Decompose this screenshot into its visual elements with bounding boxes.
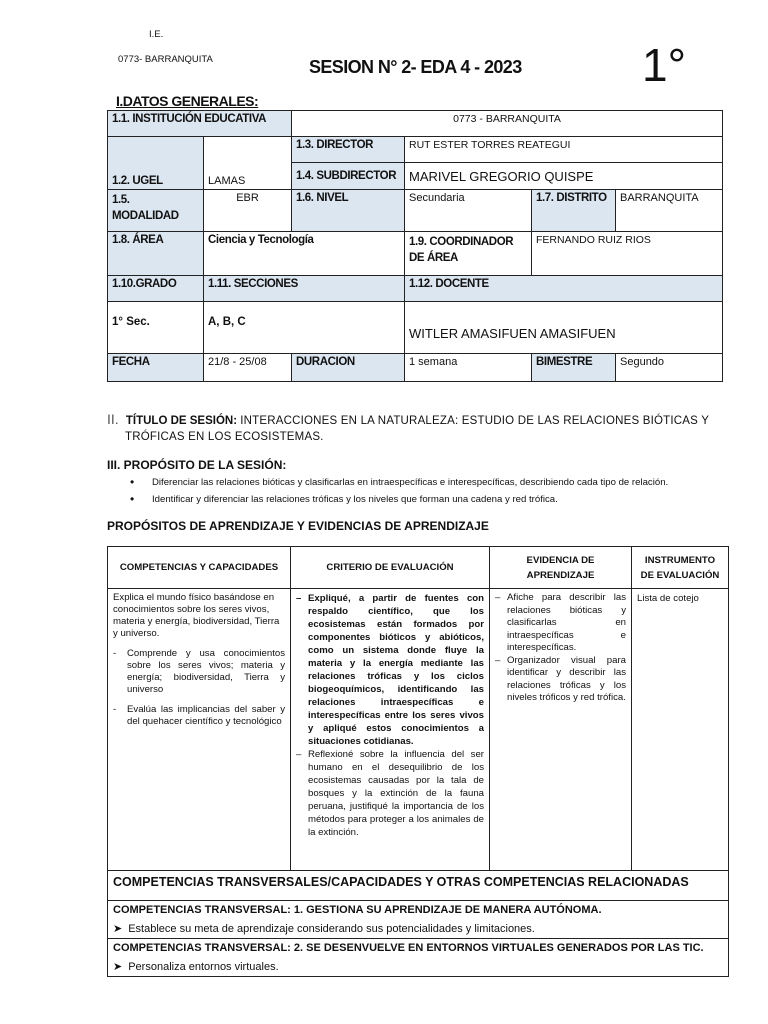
purposes-heading: PROPÓSITOS DE APRENDIZAJE Y EVIDENCIAS DE APRENDIZAJE [107,519,489,533]
transversal-2 [108,939,729,977]
nivel-label: 1.6. NIVEL [292,190,405,232]
subdirector-value: MARIVEL GREGORIO QUISPE [405,163,723,190]
criterio-item: – Expliqué, a partir de fuentes con respaldo científico, que los ecosistemas están formados por componentes bióticos y abióticos, como un sistema donde fluye la materia y la energía mediante las relaciones tróficas y los ciclos biogeoquímicos, identificando las relaciones intraespecíficas e interespecíficas entre los seres vivos y apliqué estos conocimientos a situaciones cotidianas. [296,592,484,748]
header-competencias: COMPETENCIAS Y CAPACIDADES [108,547,291,589]
director-label: 1.3. DIRECTOR [292,137,405,163]
section-titulo-number: II. [107,411,119,427]
duracion-value: 1 semana [405,354,532,382]
secciones-value: A, B, C [204,302,405,354]
transversal-heading: COMPETENCIAS TRANSVERSALES/CAPACIDADES Y OTRAS COMPETENCIAS RELACIONADAS [108,871,729,901]
criterio-item: – Reflexioné sobre la influencia del ser humano en el desequilibrio de los ecosistemas causadas por la tala de bosques y la extinción de la fauna peruana, justifiqué la importancia de los métodos para proteger a los animales de la extinción. [296,748,484,839]
arrow-bullet-icon: ➤ [113,961,123,973]
section-datos-heading: I.DATOS GENERALES: [116,93,259,109]
header-evidencia: EVIDENCIA DE APRENDIZAJE [490,547,632,589]
section-titulo-line2: TRÓFICAS EN LOS ECOSISTEMAS. [125,431,324,443]
ugel-value: LAMAS [204,137,292,190]
fecha-value: 21/8 - 25/08 [204,354,292,382]
docente-label: 1.12. DOCENTE [405,276,723,302]
grado-value: 1° Sec. [108,302,204,354]
area-value: Ciencia y Tecnología [204,232,405,276]
evidencia-item: – Afiche para describir las relaciones bióticas y clasificarlas en intraespecíficas e interespecíficas. [495,592,626,655]
transversal-2-title: COMPETENCIAS TRANSVERSAL: 2. SE DESENVUELVE EN ENTORNOS VIRTUALES GENERADOS POR LAS TIC. [113,942,704,954]
arrow-bullet-icon: ➤ [113,923,123,935]
competencias-cell [108,589,291,871]
modalidad-label: 1.5. MODALIDAD [108,190,204,232]
transversal-2-line [113,960,723,973]
secciones-label: 1.11. SECCIONES [204,276,405,302]
bimestre-value: Segundo [616,354,723,382]
section-proposito-list [128,477,728,511]
proposito-item: • Diferenciar las relaciones bióticas y clasificarlas en intraespecíficas e interespecíficas, describiendo cada tipo de relación. [128,477,728,488]
criterio-cell [291,589,490,871]
proposito-item: • Identificar y diferenciar las relaciones tróficas y los niveles que forman una cadena y red trófica. [128,494,728,505]
ie-label: I.E. [149,29,164,40]
transversal-2-item: Personaliza entornos virtuales. [128,961,279,973]
ie-name: 0773- BARRANQUITA [118,54,213,65]
section-proposito-heading: III. PROPÓSITO DE LA SESIÓN: [107,458,287,472]
docente-value: WITLER AMASIFUEN AMASIFUEN [405,302,723,354]
nivel-value: Secundaria [405,190,532,232]
institucion-value: 0773 - BARRANQUITA [292,111,723,137]
ugel-label: 1.2. UGEL [108,137,204,190]
general-data-table [107,110,723,382]
section-titulo [107,411,727,445]
session-title: SESION N° 2- EDA 4 - 2023 [309,57,522,77]
director-value: RUT ESTER TORRES REATEGUI [405,137,723,163]
coordinador-value: FERNANDO RUIZ RIOS [532,232,723,276]
coordinador-label: 1.9. COORDINADOR DE ÁREA [405,232,532,276]
section-titulo-label: TÍTULO DE SESIÓN: [125,415,238,427]
distrito-value: BARRANQUITA [616,190,723,232]
instrumento-cell: Lista de cotejo [632,589,729,871]
distrito-label: 1.7. DISTRITO [532,190,616,232]
institucion-label: 1.1. INSTITUCIÓN EDUCATIVA [108,111,292,137]
header-instrumento: INSTRUMENTO DE EVALUACIÓN [632,547,729,589]
duracion-label: DURACION [292,354,405,382]
transversal-1-line [113,922,723,935]
bimestre-label: BIMESTRE [532,354,616,382]
transversal-1 [108,901,729,939]
learning-table [107,546,729,977]
fecha-label: FECHA [108,354,204,382]
evidencia-cell [490,589,632,871]
grado-label: 1.10.GRADO [108,276,204,302]
transversal-1-item: Establece su meta de aprendizaje considerando sus potencialidades y limitaciones. [128,923,535,935]
competencia-text: Explica el mundo físico basándose en conocimientos sobre los seres vivos, materia y energía, biodiversidad, Tierra y universo. [113,592,280,639]
area-label: 1.8. ÁREA [108,232,204,276]
modalidad-value: EBR [204,190,292,232]
transversal-1-title: COMPETENCIAS TRANSVERSAL: 1. GESTIONA SU APRENDIZAJE DE MANERA AUTÓNOMA. [113,904,602,916]
grade-mark: 1° [642,39,686,91]
header-criterio: CRITERIO DE EVALUACIÓN [291,547,490,589]
capacidad-item: - Comprende y usa conocimientos sobre los seres vivos; materia y energía; biodiversidad, Tierra y universo [113,648,285,696]
section-titulo-line1: INTERACCIONES EN LA NATURALEZA: ESTUDIO DE LAS RELACIONES BIÓTICAS Y [240,415,710,427]
evidencia-item: – Organizador visual para identificar y describir las relaciones tróficas y los niveles tróficos y red trófica. [495,655,626,705]
capacidad-item: - Evalúa las implicancias del saber y del quehacer científico y tecnológico [113,704,285,728]
subdirector-label: 1.4. SUBDIRECTOR [292,163,405,190]
